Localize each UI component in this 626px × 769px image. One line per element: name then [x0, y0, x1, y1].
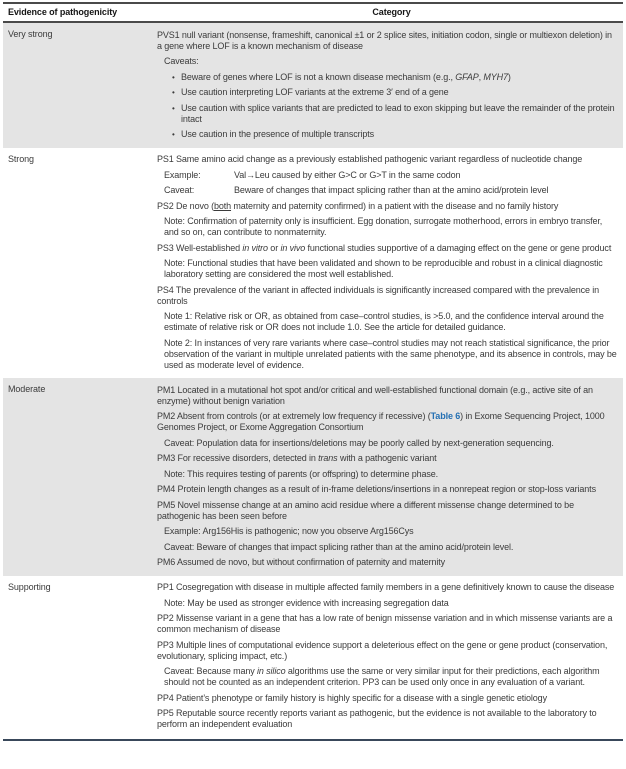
criterion-text — [157, 484, 618, 495]
note-text — [164, 258, 618, 280]
category-cell — [157, 148, 623, 379]
text-run: Note: May be used as stronger evidence with increasing segregation data — [164, 597, 449, 608]
italic-term: trans — [318, 453, 338, 463]
text-run: or — [267, 242, 281, 253]
text-run: PP3 Multiple lines of computational evidence support a deleterious effect on the gene or gene product (conservation, evolutionary, splicing impact, etc.) — [157, 639, 608, 661]
caveat-bullet-item — [172, 87, 618, 98]
note-text — [164, 338, 618, 371]
table-6-link[interactable]: Table 6 — [430, 411, 461, 421]
note-text — [164, 216, 618, 238]
category-cell — [157, 378, 623, 576]
column-header-category: Category — [372, 7, 411, 17]
text-run: Note: Confirmation of paternity only is insufficient. Egg donation, surrogate motherhood, errors in embryo transfer, and so on, can contribute to nonmaternity. — [164, 216, 603, 237]
text-run: functional studies supportive of a damaging effect on the gene or gene product — [305, 242, 612, 253]
text-run: PS1 Same amino acid change as a previously established pathogenic variant regardless of nucleotide change — [157, 154, 583, 164]
category-cell — [157, 23, 623, 148]
criterion-text — [157, 500, 618, 522]
text-run: Caveats: — [164, 56, 199, 66]
criterion-text — [157, 708, 618, 730]
text-run: Note 2: In instances of very rare variants where case–control studies may not reach statistical significance, the prior observation of the variant in multiple unrelated patients with the same phenotype, and its absence in controls, may be used as moderate level of evidence. — [164, 337, 617, 370]
text-run: Note: Functional studies that have been validated and shown to be reproducible and robust in a clinical diagnostic laboratory setting are considered the most well established. — [164, 258, 603, 279]
text-run: with a pathogenic variant — [337, 453, 437, 463]
text-run: Val→Leu caused by either G>C or G>T in the same codon — [234, 169, 461, 180]
table-header-row — [3, 2, 623, 23]
text-run: Note: This requires testing of parents (or offspring) to determine phase. — [164, 468, 439, 479]
caveat-bullet-item — [172, 129, 618, 140]
text-run: PP1 Cosegregation with disease in multiple affected family members in a gene definitively known to cause the disease — [157, 582, 615, 592]
text-run: PM4 Protein length changes as a result of in-frame deletions/insertions in a nonrepeat region or stop-loss variants — [157, 484, 596, 494]
example-caveat-row — [164, 170, 618, 181]
table-row-very-strong — [3, 23, 623, 148]
example-caveat-label: Example: — [164, 169, 201, 180]
text-run: maternity and paternity confirmed) in a patient with the disease and no family history — [231, 200, 559, 211]
text-run: PVS1 null variant (nonsense, frameshift, canonical ±1 or 2 splice sites, initiation codon, single or multiexon deletion) in a gene where LOF is a known mechanism of disease — [157, 29, 612, 51]
criterion-text — [157, 385, 618, 407]
note-text — [164, 469, 618, 480]
text-run: Caveat: Beware of changes that impact splicing rather than at the amino acid/protein level. — [164, 541, 514, 552]
text-run: PM3 For recessive disorders, detected in — [157, 453, 319, 463]
text-run: Beware of genes where LOF is not a known disease mechanism (e.g., — [181, 71, 456, 82]
evidence-level-label: Strong — [8, 153, 34, 164]
example-caveat-label: Caveat: — [164, 185, 195, 195]
text-run: ) — [507, 71, 511, 82]
criterion-text — [157, 243, 618, 254]
criterion-text — [157, 30, 618, 52]
italic-term: in vivo — [280, 242, 306, 253]
bullet-icon: • — [172, 72, 175, 82]
italic-term: MYH7 — [483, 71, 508, 82]
text-run: PM1 Located in a mutational hot spot and/or critical and well-established functional domain (e.g., active site of an enzyme) without benign variation — [157, 384, 593, 406]
criterion-text — [157, 154, 618, 165]
caveat-bullet-item — [172, 72, 618, 83]
text-run: Note 1: Relative risk or OR, as obtained from case–control studies, is >5.0, and the confidence interval around the estimate of relative risk or OR does not include 1.0. See the article for detailed guidance. — [164, 311, 604, 332]
evidence-level-label: Very strong — [8, 29, 53, 39]
italic-term: in vitro — [242, 242, 268, 253]
table-row-moderate — [3, 378, 623, 576]
underlined-term: both — [213, 200, 232, 211]
bullet-text — [181, 87, 618, 98]
text-run: Use caution interpreting LOF variants at the extreme 3′ end of a gene — [181, 87, 449, 97]
text-run: PM2 Absent from controls (or at extremely low frequency if recessive) ( — [157, 411, 431, 421]
text-run: PM6 Assumed de novo, but without confirmation of paternity and maternity — [157, 557, 446, 567]
table-row-strong — [3, 148, 623, 379]
note-text — [164, 311, 618, 333]
category-cell — [157, 576, 623, 738]
criterion-text — [157, 640, 618, 662]
text-run: PS3 Well-established — [157, 242, 243, 253]
pathogenicity-criteria-table — [3, 2, 623, 741]
text-run: PP5 Reputable source recently reports variant as pathogenic, but the evidence is not available to the laboratory to perform an independent evaluation — [157, 708, 597, 729]
example-caveat-text — [234, 170, 618, 181]
criterion-text — [157, 557, 618, 568]
text-run: PS2 De novo ( — [157, 200, 214, 211]
note-text — [164, 666, 618, 688]
note-text — [164, 438, 618, 449]
text-run: PS4 The prevalence of the variant in affected individuals is significantly increased compared with the prevalence in controls — [157, 284, 600, 306]
text-run: Caveat: Because many — [164, 666, 258, 676]
text-run: Use caution with splice variants that are predicted to lead to exon skipping but leave the remainder of the protein intact — [181, 102, 615, 124]
text-run: PP2 Missense variant in a gene that has a low rate of benign missense variation and in which missense variants are a common mechanism of disease — [157, 613, 613, 634]
text-run: , — [478, 71, 484, 82]
italic-term: in silico — [257, 666, 286, 676]
text-run: ) in Exome Sequencing Project, 1000 Genomes Project, or Exome Aggregation Consortium — [157, 411, 605, 432]
criterion-text — [157, 582, 618, 593]
note-text — [164, 542, 618, 553]
column-header-evidence: Evidence of pathogenicity — [8, 7, 118, 17]
table-body — [3, 23, 623, 738]
criterion-text — [157, 411, 618, 433]
example-caveat-text — [234, 185, 618, 196]
note-text — [164, 56, 618, 67]
text-run: Use caution in the presence of multiple transcripts — [181, 129, 374, 139]
bullet-icon: • — [172, 130, 175, 139]
table-row-supporting — [3, 576, 623, 738]
text-run: Beware of changes that impact splicing rather than at the amino acid/protein level — [234, 185, 549, 195]
criterion-text — [157, 201, 618, 212]
bullet-text — [181, 103, 618, 125]
note-text — [164, 598, 618, 609]
note-text — [164, 526, 618, 537]
bullet-text — [181, 129, 618, 140]
text-run: Caveat: Population data for insertions/deletions may be poorly called by next-generation sequencing. — [164, 437, 554, 448]
bullet-text — [181, 72, 618, 83]
text-run: Example: Arg156His is pathogenic; now you observe Arg156Cys — [164, 526, 414, 536]
text-run: algorithms use the same or very similar input for their predictions, each algorithm should not be counted as an independent criterion. PP3 can be used only once in any evaluation of a variant. — [164, 666, 600, 687]
text-run: PP4 Patient’s phenotype or family history is highly specific for a disease with a single genetic etiology — [157, 692, 547, 703]
bullet-icon: • — [172, 88, 175, 97]
bullet-icon: • — [172, 103, 175, 113]
italic-term: GFAP — [455, 71, 479, 82]
criterion-text — [157, 693, 618, 704]
criterion-text — [157, 453, 618, 464]
caveat-bullet-item — [172, 103, 618, 125]
example-caveat-row — [164, 185, 618, 196]
text-run: PM5 Novel missense change at an amino acid residue where a different missense change determined to be pathogenic has been seen before — [157, 499, 574, 521]
evidence-level-label: Moderate — [8, 384, 46, 394]
criterion-text — [157, 285, 618, 307]
evidence-level-label: Supporting — [8, 581, 51, 592]
criterion-text — [157, 613, 618, 635]
